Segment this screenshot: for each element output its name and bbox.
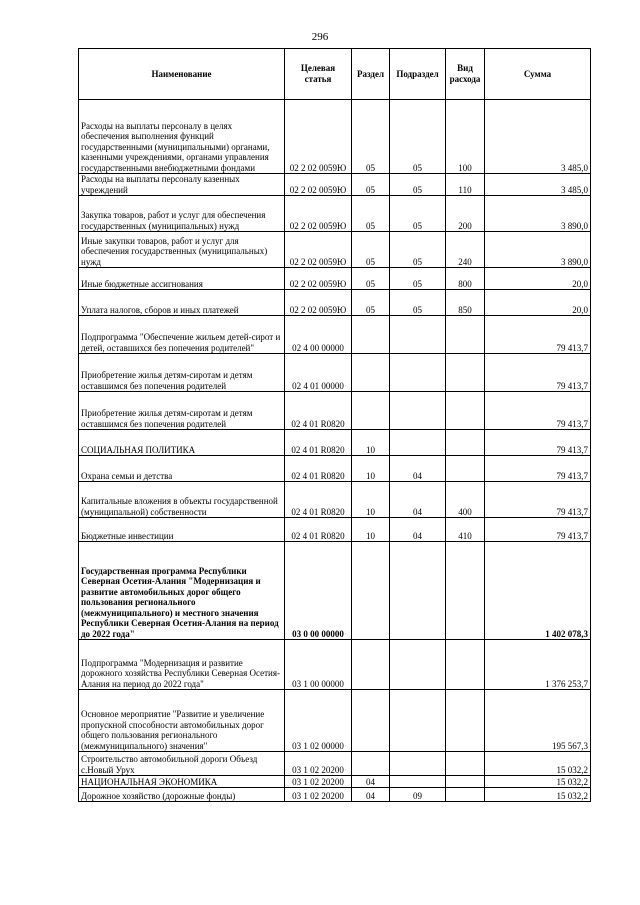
- row-sum: 20,0: [485, 290, 591, 316]
- row-sum: 3 890,0: [485, 232, 591, 268]
- table-row: [79, 392, 591, 430]
- row-type: [446, 776, 485, 788]
- row-sum: 15 032,2: [485, 776, 591, 788]
- row-sum: 79 413,7: [485, 482, 591, 518]
- row-subsection: 05: [390, 268, 446, 290]
- header-subsection: Подраздел: [390, 49, 446, 100]
- table-row: [79, 690, 591, 752]
- row-type: [446, 316, 485, 354]
- row-name: СОЦИАЛЬНАЯ ПОЛИТИКА: [79, 430, 285, 456]
- header-name: Наименование: [79, 49, 285, 100]
- row-name: Уплата налогов, сборов и иных платежей: [79, 290, 285, 316]
- row-code: 02 4 00 00000: [285, 316, 352, 354]
- row-sum: 79 413,7: [485, 430, 591, 456]
- row-section: 10: [352, 518, 390, 542]
- row-name: Строительство автомобильной дороги Объезд с.Новый Урух: [79, 752, 285, 776]
- table-row: [79, 456, 591, 482]
- row-sum: 195 567,3: [485, 690, 591, 752]
- row-subsection: [390, 354, 446, 392]
- table-row: [79, 316, 591, 354]
- row-section: [352, 354, 390, 392]
- row-type: 800: [446, 268, 485, 290]
- row-sum: 3 890,0: [485, 196, 591, 232]
- row-sum: 1 376 253,7: [485, 640, 591, 690]
- row-name: Основное мероприятие "Развитие и увеличение пропускной способности автомобильных дорог общего пользования регионального (межмуниципального) значения": [79, 690, 285, 752]
- row-section: [352, 316, 390, 354]
- row-subsection: 05: [390, 100, 446, 174]
- row-code: 03 1 02 20200: [285, 776, 352, 788]
- row-name: Государственная программа Республики Северная Осетия-Алания "Модернизация и развитие автомобильных дорог общего пользования регионального (межмуниципального) и местного значения Республики Северная Осетия-Алания на период до 2022 года": [79, 542, 285, 640]
- row-sum: 79 413,7: [485, 456, 591, 482]
- header-code: Целевая статья: [285, 49, 352, 100]
- header-section: Раздел: [352, 49, 390, 100]
- row-section: 05: [352, 268, 390, 290]
- row-type: [446, 542, 485, 640]
- row-type: [446, 752, 485, 776]
- row-subsection: [390, 392, 446, 430]
- table-row: [79, 430, 591, 456]
- row-name: Бюджетные инвестиции: [79, 518, 285, 542]
- row-section: 10: [352, 482, 390, 518]
- row-subsection: 04: [390, 456, 446, 482]
- row-section: [352, 542, 390, 640]
- row-sum: 79 413,7: [485, 392, 591, 430]
- row-code: 02 2 02 0059Ю: [285, 232, 352, 268]
- row-type: [446, 430, 485, 456]
- row-sum: 20,0: [485, 268, 591, 290]
- row-section: 04: [352, 776, 390, 788]
- row-sum: 79 413,7: [485, 354, 591, 392]
- row-sum: 79 413,7: [485, 316, 591, 354]
- row-code: 03 1 00 00000: [285, 640, 352, 690]
- row-type: [446, 640, 485, 690]
- row-code: 02 4 01 00000: [285, 354, 352, 392]
- row-name: Подпрограмма "Обеспечение жильем детей-сирот и детей, оставшихся без попечения родителей": [79, 316, 285, 354]
- row-type: 100: [446, 100, 485, 174]
- row-name: Охрана семьи и детства: [79, 456, 285, 482]
- row-sum: 15 032,2: [485, 752, 591, 776]
- row-section: [352, 392, 390, 430]
- row-code: 02 2 02 0059Ю: [285, 268, 352, 290]
- row-subsection: 05: [390, 196, 446, 232]
- row-code: 02 4 01 R0820: [285, 456, 352, 482]
- row-section: 05: [352, 174, 390, 196]
- row-subsection: 04: [390, 482, 446, 518]
- row-section: 05: [352, 232, 390, 268]
- row-name: Подпрограмма "Модернизация и развитие дорожного хозяйства Республики Северная Осетия-Алания на период до 2022 года": [79, 640, 285, 690]
- row-code: 02 2 02 0059Ю: [285, 290, 352, 316]
- row-type: 400: [446, 482, 485, 518]
- row-subsection: 04: [390, 518, 446, 542]
- row-code: 03 0 00 00000: [285, 542, 352, 640]
- row-code: 02 2 02 0059Ю: [285, 196, 352, 232]
- row-type: 200: [446, 196, 485, 232]
- row-name: Закупка товаров, работ и услуг для обеспечения государственных (муниципальных) нужд: [79, 196, 285, 232]
- row-name: Дорожное хозяйство (дорожные фонды): [79, 788, 285, 802]
- row-type: [446, 456, 485, 482]
- row-type: 240: [446, 232, 485, 268]
- table-row: [79, 788, 591, 802]
- row-name: Расходы на выплаты персоналу казенных учреждений: [79, 174, 285, 196]
- table-row: [79, 100, 591, 174]
- row-code: 02 2 02 0059Ю: [285, 100, 352, 174]
- row-code: 02 4 01 R0820: [285, 518, 352, 542]
- row-section: 04: [352, 788, 390, 802]
- header-sum: Сумма: [485, 49, 591, 100]
- row-type: [446, 690, 485, 752]
- row-subsection: 05: [390, 174, 446, 196]
- row-code: 03 1 02 20200: [285, 752, 352, 776]
- row-section: 10: [352, 430, 390, 456]
- table-header-row: [79, 49, 591, 100]
- row-subsection: [390, 776, 446, 788]
- row-code: 02 4 01 R0820: [285, 392, 352, 430]
- header-type: Вид расхода: [446, 49, 485, 100]
- row-name: Капитальные вложения в объекты государственной (муниципальной) собственности: [79, 482, 285, 518]
- row-name: Иные закупки товаров, работ и услуг для обеспечения государственных (муниципальных) нужд: [79, 232, 285, 268]
- table-row: [79, 518, 591, 542]
- row-type: [446, 788, 485, 802]
- row-subsection: [390, 690, 446, 752]
- row-section: [352, 752, 390, 776]
- budget-table: [78, 48, 591, 802]
- row-subsection: [390, 542, 446, 640]
- row-subsection: [390, 430, 446, 456]
- row-section: [352, 640, 390, 690]
- row-code: 03 1 02 20200: [285, 788, 352, 802]
- row-sum: 15 032,2: [485, 788, 591, 802]
- table-row: [79, 268, 591, 290]
- row-name: Приобретение жилья детям-сиротам и детям оставшимся без попечения родителей: [79, 354, 285, 392]
- table-row: [79, 482, 591, 518]
- table-row: [79, 354, 591, 392]
- row-type: [446, 354, 485, 392]
- row-code: 02 4 01 R0820: [285, 430, 352, 456]
- row-code: 02 4 01 R0820: [285, 482, 352, 518]
- row-name: Расходы на выплаты персоналу в целях обеспечения выполнения функций государственными (муниципальными) органами, казенными учреждениями, органами управления государственными внебюджетными фондами: [79, 100, 285, 174]
- row-type: [446, 392, 485, 430]
- page-number: 296: [311, 31, 329, 43]
- table-row: [79, 776, 591, 788]
- table-row: [79, 640, 591, 690]
- row-subsection: [390, 640, 446, 690]
- row-subsection: 05: [390, 232, 446, 268]
- row-code: 02 2 02 0059Ю: [285, 174, 352, 196]
- table-row: [79, 752, 591, 776]
- table-row: [79, 542, 591, 640]
- row-section: 05: [352, 100, 390, 174]
- row-sum: 3 485,0: [485, 174, 591, 196]
- row-section: 05: [352, 290, 390, 316]
- row-name: Иные бюджетные ассигнования: [79, 268, 285, 290]
- table-row: [79, 290, 591, 316]
- row-subsection: 09: [390, 788, 446, 802]
- row-name: НАЦИОНАЛЬНАЯ ЭКОНОМИКА: [79, 776, 285, 788]
- row-name: Приобретение жилья детям-сиротам и детям оставшимся без попечения родителей: [79, 392, 285, 430]
- table-row: [79, 232, 591, 268]
- table-row: [79, 196, 591, 232]
- row-sum: 3 485,0: [485, 100, 591, 174]
- row-section: 10: [352, 456, 390, 482]
- row-sum: 79 413,7: [485, 518, 591, 542]
- row-type: 850: [446, 290, 485, 316]
- row-subsection: [390, 752, 446, 776]
- row-type: 410: [446, 518, 485, 542]
- row-section: [352, 690, 390, 752]
- row-type: 110: [446, 174, 485, 196]
- row-sum: 1 402 078,3: [485, 542, 591, 640]
- row-subsection: [390, 316, 446, 354]
- row-code: 03 1 02 00000: [285, 690, 352, 752]
- row-subsection: 05: [390, 290, 446, 316]
- table-row: [79, 174, 591, 196]
- row-section: 05: [352, 196, 390, 232]
